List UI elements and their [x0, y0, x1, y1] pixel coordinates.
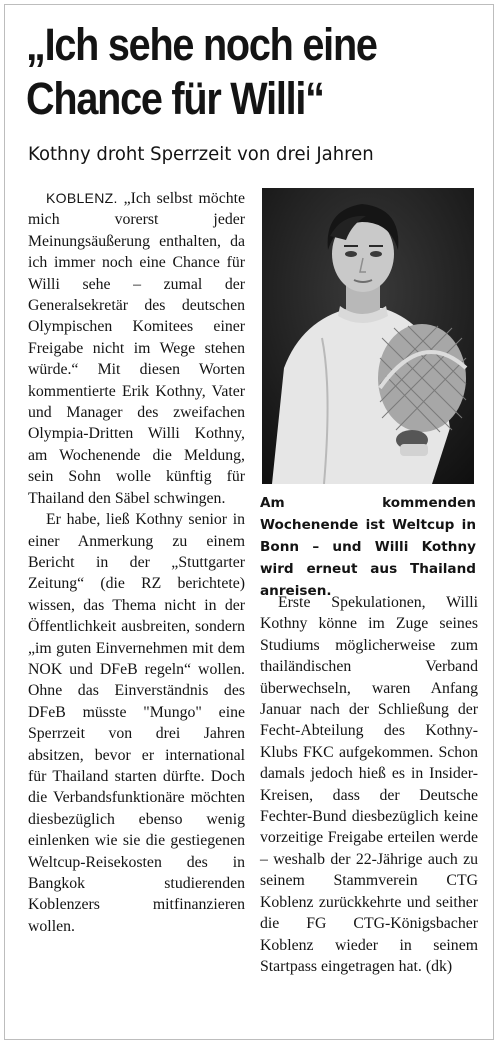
photo-caption: Am kommenden Wochenende ist Weltcup in Bonn – und Willi Kothny wird erneut aus Thailand anreisen.: [260, 495, 476, 599]
paragraph-1: [28, 188, 245, 509]
headline: [26, 18, 431, 126]
athlete-photo: [262, 188, 474, 484]
headline-line-1: „Ich sehe noch eine: [26, 19, 377, 70]
right-column: [260, 592, 478, 977]
paragraph-2: Er habe, ließ Kothny senior in einer Anmerkung zu einem Bericht in der „Stuttgarter Zeitung“ (die RZ berichtete) wissen, das Thema nicht in der Öffentlichkeit ausbreiten, sondern „im guten Einvernehmen mit dem NOK und DFeB regeln“ wollen. Ohne das Einverständnis des DFeB müsste "Mungo" eine Sperrzeit von drei Jahren absitzen, bevor er international für Thailand starten dürfte. Doch die Verbandsfunktionäre möchten diesbezüglich ebenso wenig einlenken wie sie die gestiegenen Weltcup-Reisekosten des in Bangkok studierenden Koblenzers mitfinanzieren wollen.: [28, 511, 245, 935]
paragraph-1-text: „Ich selbst möchte mich vorerst jeder Meinungsäußerung enthalten, da ich immer noch eine Chance für Willi sehe – zumal der Generalsekretär des deutschen Olympischen Komitees einer Freigabe nicht im Wege stehen würde.“ Mit diesen Worten kommentierte Erik Kothny, Vater und Manager des zweifachen Olympia-Dritten Willi Kothny, am Wochenende die Meldung, sein Sohn wolle künftig für Thailand den Säbel schwingen.: [28, 190, 246, 507]
headline-line-2: Chance für Willi“: [26, 73, 324, 124]
dateline: KOBLENZ.: [46, 190, 118, 206]
paragraph-3: Erste Spekulationen, Willi Kothny könne im Zuge seines Studiums möglicherweise zum thailändischen Verband überwechseln, waren Anfang Januar nach der Schließung der Fecht-Abteilung des Kothny-Klubs FKC aufgekommen. Schon damals jedoch hieß es in Insider-Kreisen, dass der Deutsche Fechter-Bund diesbezüglich keine vorzeitige Freigabe erteilen werde – weshalb der 22-Jährige auch zu seinem Stammverein CTG Koblenz zurückkehrte und seither die FG CTG-Königsbacher Koblenz wieder in seinem Startpass eingetragen hat. (dk): [260, 594, 478, 975]
athlete-photo-image: [262, 188, 474, 484]
left-column: [28, 188, 245, 937]
subheadline: Kothny droht Sperrzeit von drei Jahren: [28, 143, 374, 165]
